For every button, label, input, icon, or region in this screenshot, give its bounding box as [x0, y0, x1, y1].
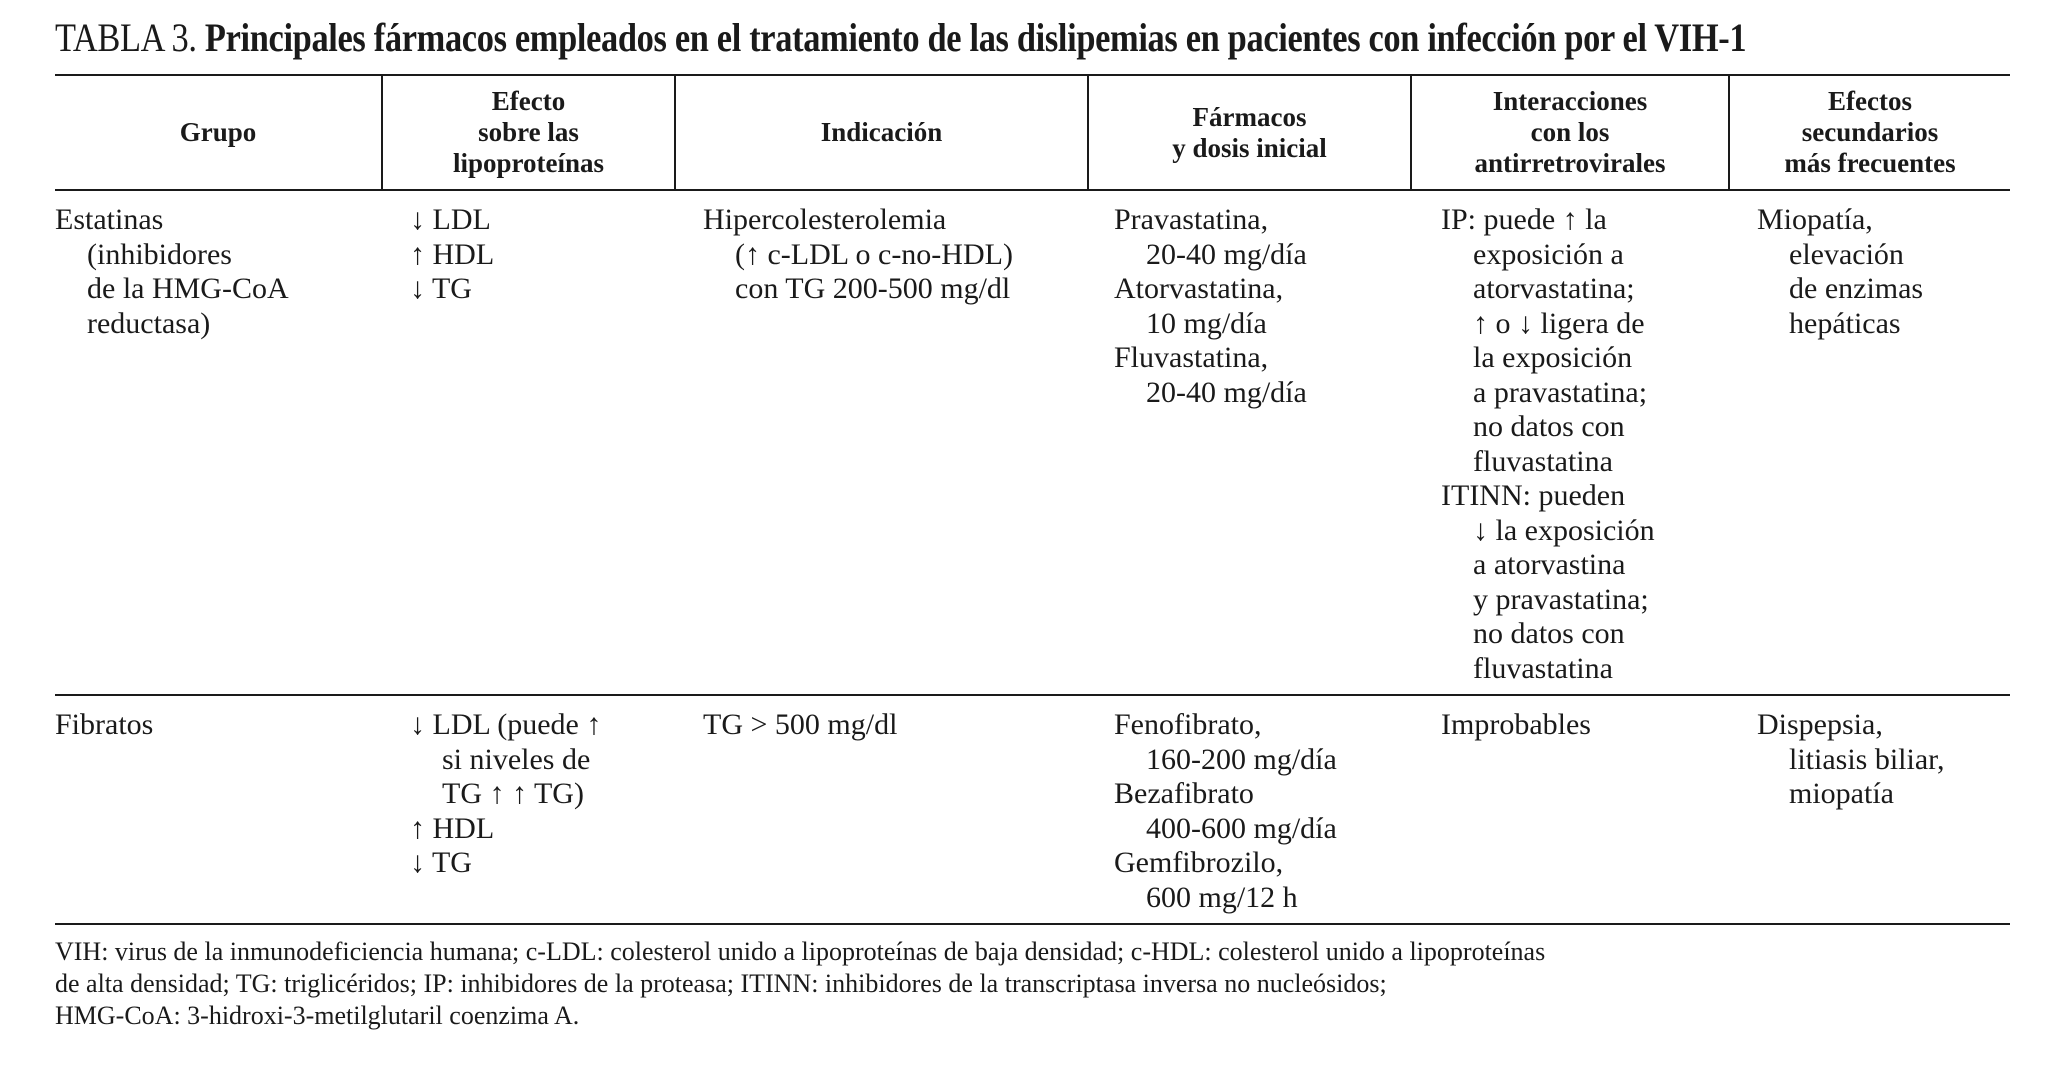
cell-line: ↑ HDL [410, 237, 495, 271]
cell-side-effects [1729, 190, 2010, 695]
cell-line: IP: puede ↑ la [1441, 203, 1607, 236]
cell-effect [382, 695, 675, 924]
cell-line: de la HMG-CoA [87, 272, 289, 305]
cell-side-effects [1729, 695, 2010, 924]
cell-indication [675, 190, 1088, 695]
table-row-fibratos [55, 695, 2010, 924]
cell-line: TG ↑ ↑ TG) [442, 777, 584, 810]
header-line: con los [1530, 117, 1610, 147]
cell-line: ↑ HDL [410, 811, 495, 845]
cell-line: y pravastatina; [1473, 582, 1649, 616]
cell-line: Fluvastatina, [1114, 341, 1269, 374]
header-interactions [1411, 75, 1729, 190]
cell-line: fluvastatina [1473, 651, 1613, 685]
cell-line: fluvastatina [1473, 444, 1613, 478]
document-page [55, 14, 2010, 1030]
footnote-line: HMG-CoA: 3-hidroxi-3-metilglutaril coenzima A. [55, 1001, 580, 1030]
cell-line: no datos con [1473, 617, 1625, 650]
header-drugs [1088, 75, 1411, 190]
cell-line: atorvastatina; [1473, 272, 1635, 305]
cell-line: Miopatía, [1757, 203, 1873, 236]
footnote-line: de alta densidad; TG: triglicéridos; IP: inhibidores de la proteasa; ITINN: inhibidores de la transcriptasa inversa no nucleósidos; [55, 969, 1387, 998]
cell-effect [382, 190, 675, 695]
cell-line: ↓ TG [410, 846, 472, 879]
cell-line: a pravastatina; [1473, 375, 1648, 409]
header-line: más frecuentes [1784, 148, 1956, 178]
cell-drugs [1088, 190, 1411, 695]
header-line: Fármacos [1192, 101, 1307, 132]
cell-drugs [1088, 695, 1411, 924]
cell-line: la exposición [1473, 341, 1633, 374]
cell-line: 20-40 mg/día [1146, 237, 1307, 271]
header-group [55, 75, 382, 190]
cell-line: Atorvastatina, [1114, 272, 1284, 305]
cell-interactions [1411, 695, 1729, 924]
cell-line: si niveles de [442, 742, 591, 776]
cell-line: 160-200 mg/día [1146, 742, 1337, 776]
cell-line: miopatía [1789, 777, 1894, 810]
cell-interactions [1411, 190, 1729, 695]
cell-line: 600 mg/12 h [1146, 880, 1298, 914]
cell-line: TG > 500 mg/dl [703, 708, 898, 741]
cell-line: hepáticas [1789, 306, 1901, 340]
cell-line: Fibratos [55, 708, 154, 741]
cell-line: ↓ TG [410, 272, 472, 305]
cell-line: reductasa) [87, 306, 211, 340]
header-line: secundarios [1801, 117, 1939, 147]
header-line: Grupo [179, 117, 257, 147]
cell-line: (↑ c-LDL o c-no-HDL) [735, 237, 1013, 271]
cell-group [55, 190, 382, 695]
cell-line: 10 mg/día [1146, 306, 1267, 340]
header-effect [382, 75, 675, 190]
cell-line: ITINN: pueden [1441, 479, 1626, 512]
cell-line: Fenofibrato, [1114, 708, 1262, 741]
header-row [55, 75, 2010, 190]
header-line: y dosis inicial [1172, 132, 1327, 163]
header-side-effects [1729, 75, 2010, 190]
header-line: Efectos [1828, 86, 1912, 116]
cell-line: exposición a [1473, 237, 1624, 271]
cell-line: Gemfibrozilo, [1114, 846, 1284, 879]
cell-group [55, 695, 382, 924]
cell-line: 400-600 mg/día [1146, 811, 1337, 845]
cell-line: con TG 200-500 mg/dl [735, 272, 1011, 305]
cell-line: Estatinas [55, 203, 164, 236]
table-title-label: TABLA 3. [55, 15, 197, 60]
cell-indication [675, 695, 1088, 924]
header-line: Indicación [820, 117, 943, 147]
table-footnote [55, 936, 2010, 1032]
table-row-estatinas [55, 190, 2010, 695]
drug-table [55, 74, 2010, 925]
header-line: Interacciones [1492, 86, 1648, 116]
cell-line: a atorvastina [1473, 548, 1626, 581]
header-line: lipoproteínas [452, 148, 605, 178]
cell-line: (inhibidores [87, 237, 232, 271]
cell-line: litiasis biliar, [1789, 742, 1945, 776]
footnote-line: VIH: virus de la inmunodeficiencia humana; c-LDL: colesterol unido a lipoproteínas de baja densidad; c-HDL: colesterol unido a lipoproteínas [55, 937, 1546, 966]
header-line: antirretrovirales [1474, 148, 1666, 178]
cell-line: no datos con [1473, 410, 1625, 443]
header-indication [675, 75, 1088, 190]
cell-line: ↑ o ↓ ligera de [1473, 306, 1645, 340]
cell-line: de enzimas [1789, 272, 1924, 305]
table-title [55, 14, 1747, 64]
header-line: Efecto [491, 86, 566, 116]
cell-line: Improbables [1441, 708, 1591, 741]
header-line: sobre las [478, 117, 579, 147]
cell-line: ↓ la exposición [1473, 513, 1655, 547]
cell-line: Dispepsia, [1757, 708, 1883, 741]
cell-line: Pravastatina, [1114, 203, 1269, 236]
cell-line: elevación [1789, 237, 1904, 271]
cell-line: ↓ LDL [410, 203, 491, 236]
table-title-text: Principales fármacos empleados en el tratamiento de las dislipemias en pacientes con infección por el VIH-1 [204, 15, 1747, 60]
cell-line: Hipercolesterolemia [703, 203, 947, 236]
cell-line: ↓ LDL (puede ↑ [410, 708, 602, 741]
cell-line: Bezafibrato [1114, 777, 1254, 810]
cell-line: 20-40 mg/día [1146, 375, 1307, 409]
